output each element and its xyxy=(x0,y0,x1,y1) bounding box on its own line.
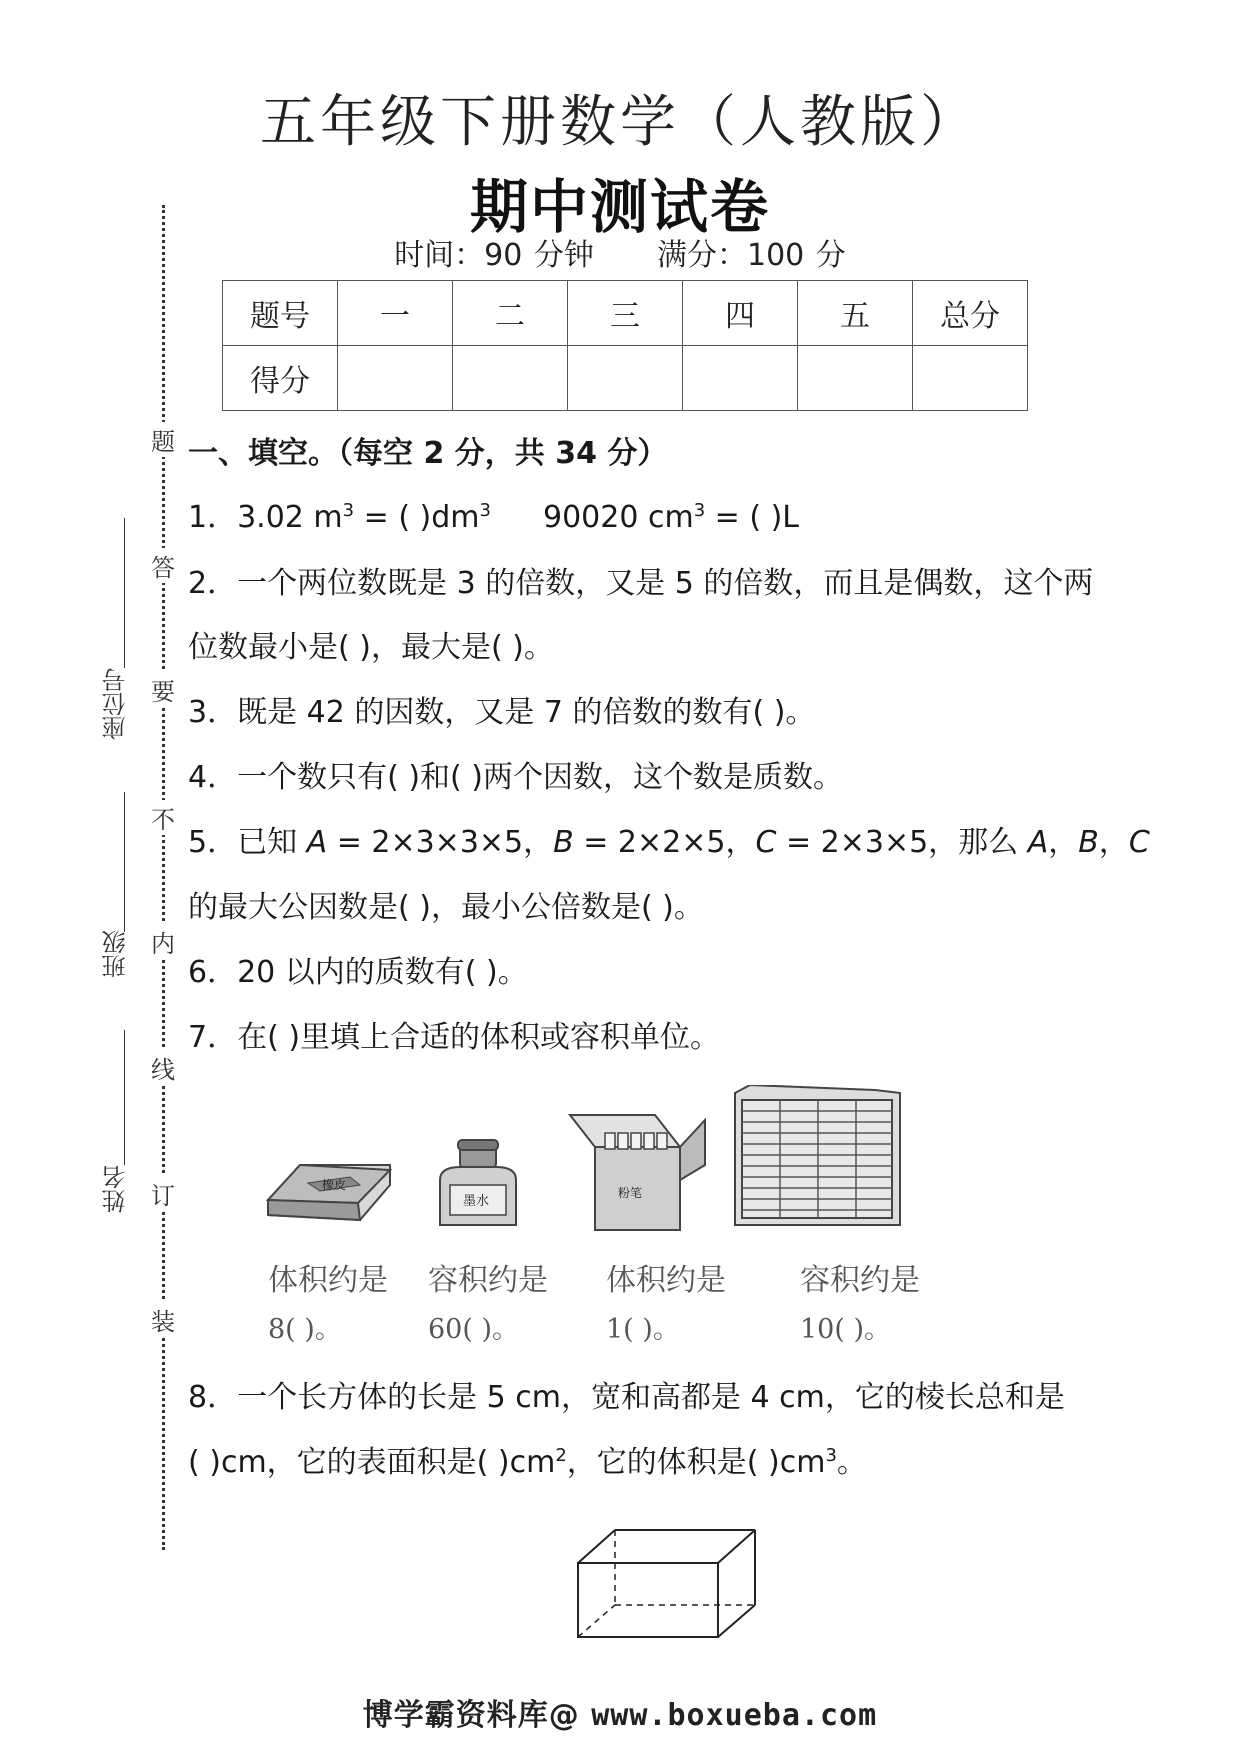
page-title: 五年级下册数学（人教版） xyxy=(260,90,980,155)
q5-text: 5．已知 xyxy=(188,825,307,860)
q8-sup: 2 xyxy=(555,1445,567,1466)
q8-text: ( )cm，它的表面积是( )cm xyxy=(188,1445,556,1480)
figure-blank[interactable]: 8( )。 xyxy=(268,1314,342,1345)
section-heading: 一、填空。（每空 2 分，共 34 分） xyxy=(188,436,668,471)
question-2-line-1: 2．一个两位数既是 3 的倍数，又是 5 的倍数，而且是偶数，这个两 xyxy=(188,566,1094,601)
score-cell[interactable] xyxy=(338,346,453,411)
q1-sup: 3 xyxy=(479,500,491,521)
figure-label: 体积约是 xyxy=(268,1263,388,1298)
figure-label: 容积约是 xyxy=(428,1263,548,1298)
q5-text: = 2×2×5， xyxy=(573,825,756,860)
score-cell[interactable] xyxy=(913,346,1028,411)
exam-info xyxy=(0,230,1240,274)
score-table-header-row xyxy=(223,281,1028,346)
footer-watermark xyxy=(0,1690,1240,1734)
figure-blank[interactable]: 60( )。 xyxy=(428,1314,520,1345)
full-score: 满分：100 分 xyxy=(657,238,846,273)
score-header-cell: 一 xyxy=(338,281,453,346)
q8-text: ，它的体积是( )cm xyxy=(566,1445,826,1480)
footer-url[interactable]: www.boxueba.com xyxy=(591,1698,878,1733)
q5-text: ， xyxy=(1098,825,1129,860)
score-cell[interactable] xyxy=(798,346,913,411)
class-label: 班级 xyxy=(102,930,130,978)
q8-text: 。 xyxy=(836,1445,867,1480)
ink-bottle-figure xyxy=(440,1140,516,1225)
q1-part-c: 90020 cm xyxy=(542,500,694,535)
score-cell[interactable] xyxy=(568,346,683,411)
binding-char: 订 xyxy=(148,1176,178,1211)
container-figure xyxy=(735,1085,900,1225)
score-header-cell: 四 xyxy=(683,281,798,346)
q5-var-b: B xyxy=(553,825,574,860)
question-8-line-1: 8．一个长方体的长是 5 cm，宽和高都是 4 cm，它的棱长总和是 xyxy=(188,1380,1065,1415)
q5-var-c: C xyxy=(1128,825,1150,860)
q1-part-a: 3.02 m xyxy=(237,500,343,535)
score-header-cell: 总分 xyxy=(913,281,1028,346)
question-4: 4．一个数只有( )和( )两个因数，这个数是质数。 xyxy=(188,760,843,795)
q5-text: ， xyxy=(1048,825,1079,860)
score-row-label: 得分 xyxy=(223,346,338,411)
question-2-line-2: 位数最小是( )，最大是( )。 xyxy=(188,630,554,665)
seat-number-label: 座位号 xyxy=(102,668,130,740)
seat-number-blank[interactable] xyxy=(124,518,125,668)
binding-dotted-line xyxy=(162,205,165,1550)
binding-char: 答 xyxy=(148,548,178,583)
q5-text: = 2×3×3×5， xyxy=(327,825,554,860)
q1-number: 1． xyxy=(188,500,238,535)
question-5-line-1 xyxy=(188,817,1150,861)
question-6: 6．20 以内的质数有( )。 xyxy=(188,955,528,990)
score-table-score-row xyxy=(223,346,1028,411)
eraser-label: 橡皮 xyxy=(322,1178,347,1192)
question-1 xyxy=(188,492,799,536)
binding-char: 要 xyxy=(148,672,178,707)
q1-part-b: = ( )dm xyxy=(354,500,480,535)
figure-label: 体积约是 xyxy=(606,1263,726,1298)
binding-char: 线 xyxy=(148,1050,178,1085)
q8-sup: 3 xyxy=(825,1445,837,1466)
name-blank[interactable] xyxy=(124,1030,125,1165)
question-3: 3．既是 42 的因数，又是 7 的倍数的数有( )。 xyxy=(188,695,816,730)
binding-char: 装 xyxy=(148,1302,178,1337)
q5-var-b: B xyxy=(1078,825,1099,860)
binding-char: 内 xyxy=(148,924,178,959)
q5-var-a: A xyxy=(306,825,328,860)
question-5-line-2: 的最大公因数是( )，最小公倍数是( )。 xyxy=(188,890,704,925)
ink-label: 墨水 xyxy=(463,1194,490,1209)
score-header-cell: 二 xyxy=(453,281,568,346)
score-header-cell: 三 xyxy=(568,281,683,346)
footer-brand: 博学霸资料库@ xyxy=(362,1698,580,1733)
score-cell[interactable] xyxy=(683,346,798,411)
figure-blank[interactable]: 10( )。 xyxy=(800,1314,892,1345)
question-7: 7．在( )里填上合适的体积或容积单位。 xyxy=(188,1020,721,1055)
q5-var-a: A xyxy=(1027,825,1049,860)
q1-part-d: = ( )L xyxy=(705,500,800,535)
score-cell[interactable] xyxy=(453,346,568,411)
score-header-cell: 五 xyxy=(798,281,913,346)
class-blank[interactable] xyxy=(124,792,125,932)
q5-text: = 2×3×5，那么 xyxy=(776,825,1028,860)
time-limit: 时间：90 分钟 xyxy=(394,238,594,273)
figure-label: 容积约是 xyxy=(800,1263,920,1298)
binding-char: 题 xyxy=(148,422,178,457)
exam-title: 期中测试卷 xyxy=(469,173,770,241)
chalk-box-figure xyxy=(570,1115,705,1230)
name-label: 姓名 xyxy=(102,1165,130,1213)
eraser-figure xyxy=(268,1165,390,1220)
figure-blank[interactable]: 1( )。 xyxy=(606,1314,680,1345)
cuboid-figure xyxy=(570,1525,770,1645)
q1-sup: 3 xyxy=(693,500,706,521)
binding-char: 不 xyxy=(148,800,178,835)
question-8-line-2 xyxy=(188,1437,867,1481)
score-header-cell: 题号 xyxy=(223,281,338,346)
chalk-label: 粉笔 xyxy=(618,1186,643,1200)
score-table xyxy=(222,280,1028,411)
q1-sup: 3 xyxy=(342,500,355,521)
q7-figures xyxy=(260,1085,1000,1250)
q5-var-c: C xyxy=(755,825,777,860)
